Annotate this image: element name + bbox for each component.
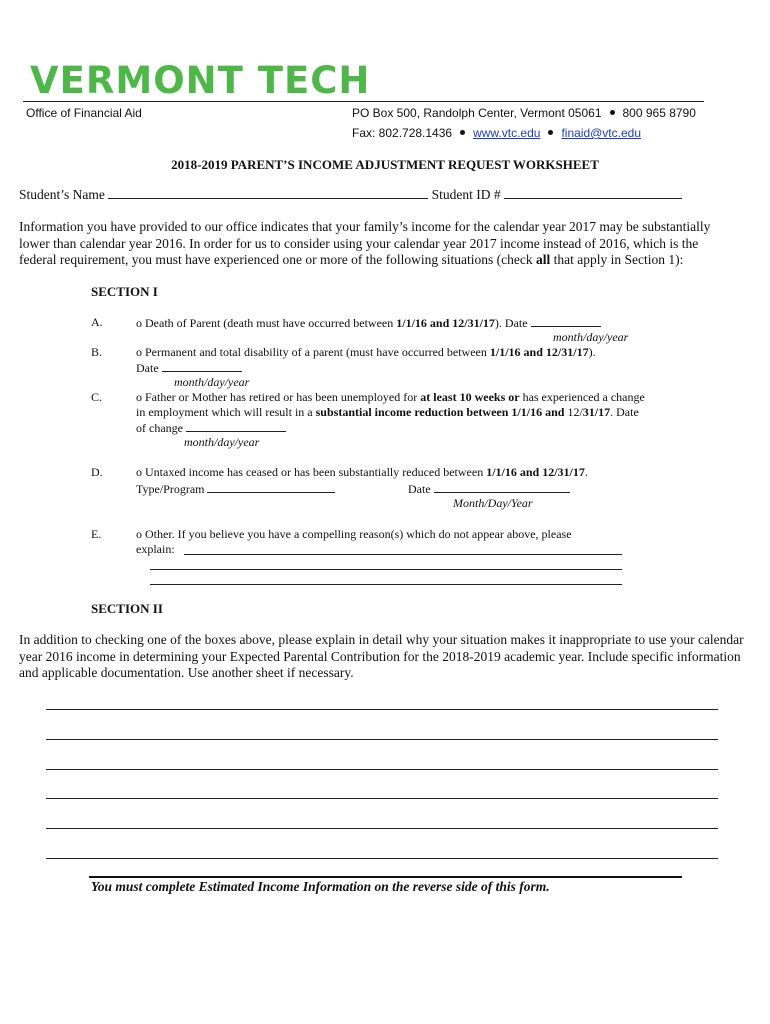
item-b-line (136, 345, 596, 360)
item-e-text: Other. If you believe you have a compelling reason(s) which do not appear above, please (145, 527, 572, 541)
checkbox-c[interactable]: o (136, 390, 142, 404)
item-d-date-label: Date (408, 482, 431, 496)
item-d-type-field[interactable] (207, 481, 335, 493)
office-name: Office of Financial Aid (26, 106, 142, 120)
item-e-line-1 (136, 527, 572, 542)
item-e-letter: E. (91, 527, 102, 541)
item-a-date-hint: month/day/year (553, 330, 629, 344)
item-d-line-1 (136, 465, 588, 480)
item-d-date-line (408, 481, 570, 497)
item-c-change-label: of change (136, 421, 183, 435)
student-id-label: Student ID # (431, 187, 501, 202)
item-b-date-label: Date (136, 361, 159, 375)
footer-note: You must complete Estimated Income Information on the reverse side of this form. (91, 879, 550, 894)
header-rule (23, 101, 704, 102)
phone: 800 965 8790 (622, 106, 696, 120)
explanation-line-1[interactable] (46, 709, 718, 710)
section-1-heading: SECTION I (91, 284, 158, 299)
explanation-line-2[interactable] (46, 739, 718, 740)
intro-bold: all (535, 252, 551, 267)
item-b-text: Permanent and total disability of a parent (must have occurred between (145, 345, 490, 359)
item-b-dates: 1/1/16 and 12/31/17 (489, 345, 589, 359)
item-c-text-2: has experienced a change (519, 390, 645, 404)
checkbox-a[interactable]: o (136, 316, 142, 330)
fax: Fax: 802.728.1436 (352, 126, 453, 140)
item-d-dates: 1/1/16 and 12/31/17 (486, 465, 585, 479)
item-d-date-field[interactable] (434, 481, 570, 493)
explanation-line-3[interactable] (46, 769, 718, 770)
checkbox-d[interactable]: o (136, 465, 142, 479)
item-c-line-2 (136, 405, 639, 420)
item-c-line2-date: 12/ (564, 405, 583, 419)
footer-rule (89, 876, 682, 878)
item-c-line-3 (136, 420, 286, 436)
item-c-text: Father or Mother has retired or has been unemployed for (145, 390, 421, 404)
explanation-line-5[interactable] (46, 828, 718, 829)
contact-line (352, 126, 641, 140)
intro-text-end: that apply in Section 1): (550, 252, 684, 267)
bullet-icon (460, 130, 465, 135)
item-d-text-end: . (584, 465, 588, 479)
item-c-date-field[interactable] (186, 420, 286, 432)
checkbox-e[interactable]: o (136, 527, 142, 541)
item-a-date-label: ). Date (494, 316, 528, 330)
item-a-line (136, 315, 601, 331)
explanation-line-4[interactable] (46, 798, 718, 799)
vermont-tech-logo: VERMONT TECH (30, 59, 371, 102)
student-id-field[interactable] (504, 187, 682, 199)
item-c-date-label: . Date (610, 405, 639, 419)
item-a-date-field[interactable] (531, 315, 601, 327)
item-b-date-line (136, 360, 242, 376)
item-c-line-1 (136, 390, 645, 405)
item-d-date-hint: Month/Day/Year (453, 496, 533, 510)
item-d-type-line (136, 481, 335, 497)
item-c-date-hint: month/day/year (184, 435, 260, 449)
item-e-explain-line-3[interactable] (150, 584, 622, 585)
item-b-letter: B. (91, 345, 103, 359)
email-link[interactable]: finaid@vtc.edu (561, 126, 641, 140)
section-2-heading: SECTION II (91, 601, 163, 616)
bullet-icon (548, 130, 553, 135)
item-a-text: Death of Parent (death must have occurred between (145, 316, 397, 330)
item-d-type-label: Type/Program (136, 482, 205, 496)
item-b-text-end: ). (588, 345, 596, 359)
item-b-date-hint: month/day/year (174, 375, 250, 389)
item-c-letter: C. (91, 390, 103, 404)
item-c-bold: at least 10 weeks or (420, 390, 520, 404)
item-a-letter: A. (91, 315, 103, 329)
address-line (352, 106, 696, 120)
intro-paragraph (19, 219, 737, 269)
intro-text: Information you have provided to our office indicates that your family’s income for the calendar year 2017 may be substantially lower than calendar year 2016. In order for us to consider using your calendar year 2017 income instead of 2016, which is the federal requirement, you must have experienced one or more of the following situations (check (19, 219, 711, 267)
explanation-line-6[interactable] (46, 858, 718, 859)
item-a-dates: 1/1/16 and 12/31/17 (396, 316, 495, 330)
student-name-field[interactable] (108, 187, 428, 199)
bullet-icon (610, 110, 615, 115)
address: PO Box 500, Randolph Center, Vermont 05061 (352, 106, 602, 120)
student-line (19, 187, 682, 203)
item-d-text: Untaxed income has ceased or has been substantially reduced between (145, 465, 487, 479)
item-b-date-field[interactable] (162, 360, 242, 372)
item-e-explain-line-2[interactable] (150, 569, 622, 570)
item-d-letter: D. (91, 465, 103, 479)
student-name-label: Student’s Name (19, 187, 105, 202)
item-c-line2-bold-end: 31/17 (582, 405, 611, 419)
item-e-explain-line-1[interactable] (184, 554, 622, 555)
website-link[interactable]: www.vtc.edu (473, 126, 541, 140)
worksheet-title: 2018-2019 PARENT’S INCOME ADJUSTMENT REQUEST WORKSHEET (171, 157, 599, 172)
section-2-paragraph: In addition to checking one of the boxes above, please explain in detail why your situation makes it inappropriate to use your calendar year 2016 income in determining your Expected Parental Contribution for the 2018-2019 academic year. Include specific information and applicable documentation. Use another sheet if necessary. (19, 632, 744, 680)
item-c-line2-bold: substantial income reduction between 1/1/16 and (315, 405, 565, 419)
item-e-explain-label: explain: (136, 542, 175, 556)
item-c-line2-text: in employment which will result in a (136, 405, 316, 419)
checkbox-b[interactable]: o (136, 345, 142, 359)
